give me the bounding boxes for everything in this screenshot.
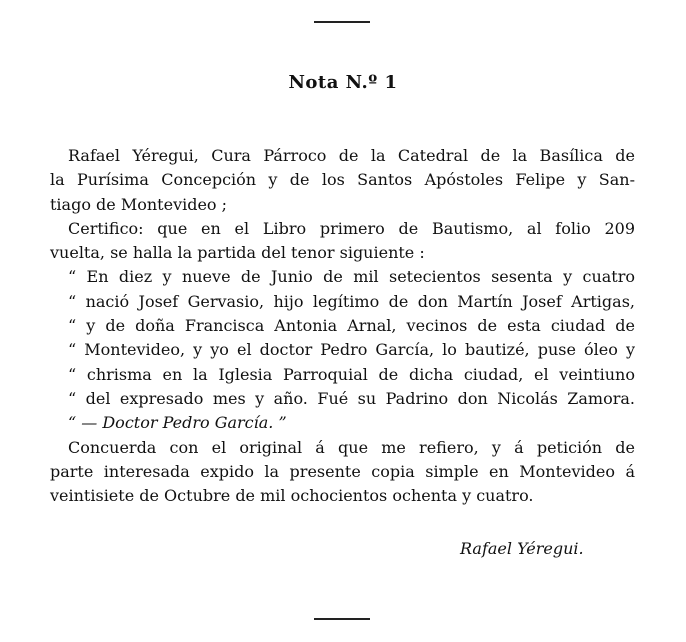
quote-line-5: “ chrisma en la Iglesia Parroquial de dicha ciudad, el veintiuno bbox=[68, 364, 635, 384]
top-divider-rule bbox=[314, 21, 370, 23]
quote-line-4: “ Montevideo, y yo el doctor Pedro García, lo bautizé, puse óleo y bbox=[68, 340, 635, 360]
body-line-14: parte interesada expido la presente copia simple en Montevideo á bbox=[50, 461, 635, 481]
bottom-divider-rule bbox=[314, 618, 370, 620]
page-title: Nota N.º 1 bbox=[288, 72, 398, 93]
document-body bbox=[50, 144, 635, 508]
body-line-5: vuelta, se halla la partida del tenor siguiente : bbox=[50, 243, 425, 263]
body-line-3: tiago de Montevideo ; bbox=[50, 194, 228, 214]
body-line-4: Certifico: que en el Libro primero de Bautismo, al folio 209 bbox=[68, 218, 635, 238]
quote-line-3: “ y de doña Francisca Antonia Arnal, vecinos de esta ciudad de bbox=[68, 316, 635, 336]
quote-line-1: “ En diez y nueve de Junio de mil setecientos sesenta y cuatro bbox=[68, 267, 635, 287]
body-line-13: Concuerda con el original á que me refiero, y á petición de bbox=[68, 437, 635, 457]
body-line-2: la Purísima Concepción y de los Santos Apóstoles Felipe y San- bbox=[50, 170, 635, 190]
quote-line-6: “ del expresado mes y año. Fué su Padrino don Nicolás Zamora. bbox=[68, 388, 635, 408]
body-line-15: veintisiete de Octubre de mil ochocientos ochenta y cuatro. bbox=[50, 486, 534, 506]
signature: Rafael Yéregui. bbox=[460, 539, 584, 558]
quote-line-2: “ nació Josef Gervasio, hijo legítimo de don Martín Josef Artigas, bbox=[68, 291, 635, 311]
quote-line-7: “ — Doctor Pedro García. ” bbox=[68, 413, 287, 433]
body-line-1: Rafael Yéregui, Cura Párroco de la Catedral de la Basílica de bbox=[68, 146, 635, 165]
